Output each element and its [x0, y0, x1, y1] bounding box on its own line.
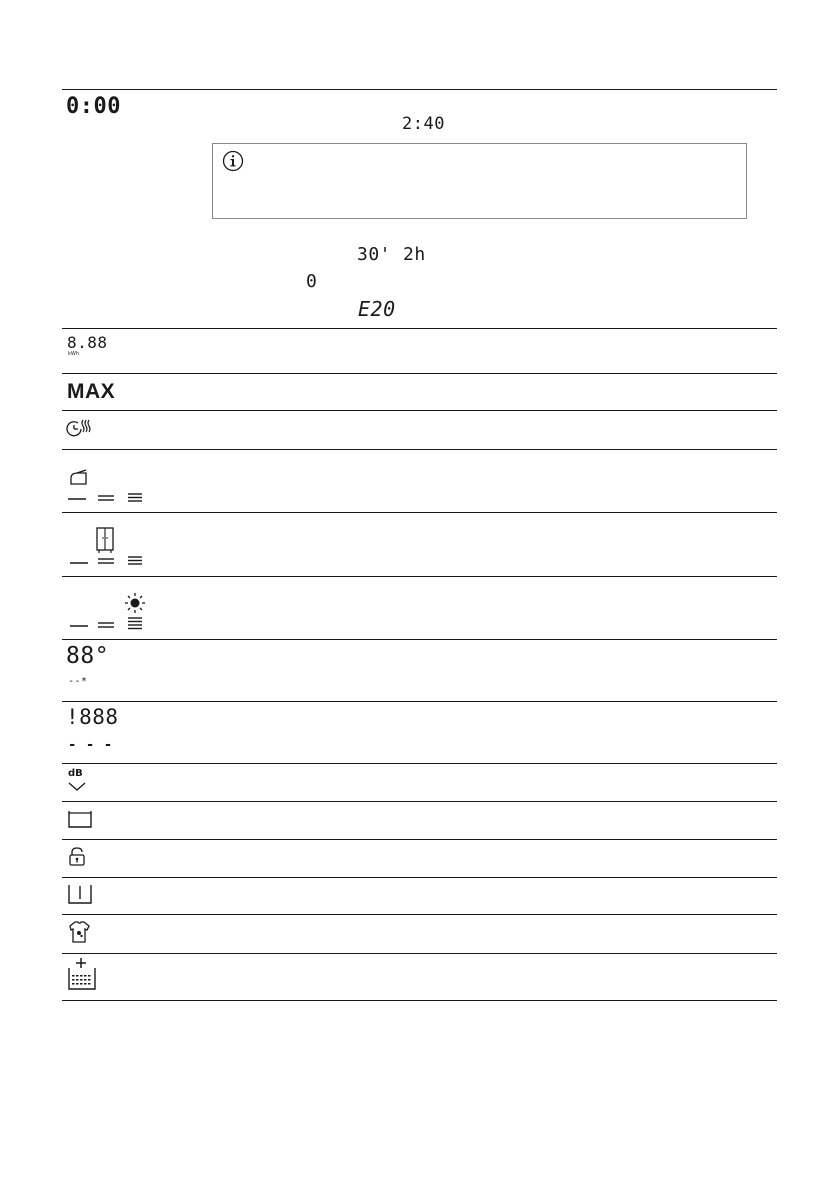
range-to-display: 2h: [403, 244, 426, 265]
table-top-rule: [62, 89, 777, 90]
info-icon: [222, 150, 244, 176]
extra-rinse-icon: [67, 957, 99, 997]
delay-display-symbol: 0:00: [66, 94, 121, 119]
row-divider: [62, 449, 777, 450]
info-note-box: [212, 143, 747, 219]
energy-display-symbol: 8.88: [67, 333, 108, 352]
padlock-icon: [67, 846, 91, 874]
row-divider: [62, 877, 777, 878]
drum-icon: [67, 808, 95, 836]
range-from-display: 30': [357, 244, 392, 265]
zero-display: 0: [306, 271, 318, 292]
row-divider: [62, 763, 777, 764]
row-divider: [62, 576, 777, 577]
row-divider: [62, 701, 777, 702]
row-divider: [62, 512, 777, 513]
row-divider: [62, 953, 777, 954]
decibel-label: dB: [68, 768, 83, 779]
error-code-display: E20: [358, 297, 396, 321]
max-symbol: MAX: [67, 380, 116, 403]
row-divider: [62, 410, 777, 411]
temperature-display-symbol: 88°: [66, 643, 110, 669]
row-divider: [62, 328, 777, 329]
cupboard-dryness-icon: [66, 524, 146, 572]
spin-off-symbol: - - -: [68, 737, 113, 753]
row-divider: [62, 801, 777, 802]
temperature-off-symbol: --*: [68, 676, 88, 687]
table-bottom-rule: [62, 1000, 777, 1001]
row-divider: [62, 839, 777, 840]
iron-dryness-icon: [66, 466, 146, 510]
example-time-display: 2:40: [402, 114, 445, 134]
spin-display-symbol: !888: [66, 705, 119, 729]
row-divider: [62, 639, 777, 640]
steam-timer-icon: [68, 418, 94, 444]
row-divider: [62, 373, 777, 374]
row-divider: [62, 914, 777, 915]
rinse-icon: [67, 883, 95, 911]
sun-dryness-icon: [66, 590, 150, 638]
stain-shirt-icon: [67, 920, 95, 950]
energy-unit-label: kWh: [68, 351, 80, 357]
